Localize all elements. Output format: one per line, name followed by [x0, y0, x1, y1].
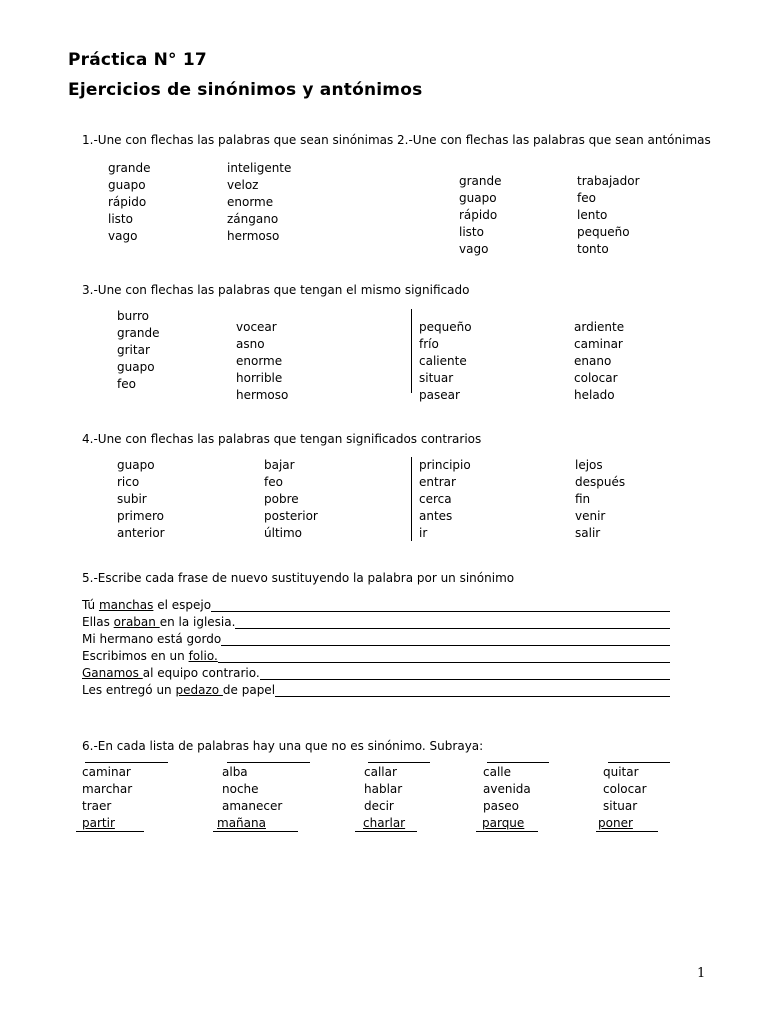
- ex1-right-column: [227, 160, 291, 245]
- list-item: rápido: [459, 208, 498, 222]
- sentence-line: [82, 665, 670, 682]
- list-item[interactable]: decir: [364, 799, 394, 813]
- page-subtitle: Ejercicios de sinónimos y antónimos: [68, 80, 423, 100]
- list-item: después: [575, 475, 626, 489]
- answer-line[interactable]: [260, 665, 670, 680]
- list-item: gritar: [117, 343, 150, 357]
- list-item: último: [264, 526, 303, 540]
- sentence-text: Mi hermano está: [82, 632, 187, 646]
- sentence-text: de papel: [222, 683, 276, 697]
- list-item: lento: [577, 208, 608, 222]
- sentence-word: gordo: [186, 632, 222, 646]
- list-item[interactable]: caminar: [82, 765, 131, 779]
- list-item: primero: [117, 509, 164, 523]
- list-item: entrar: [419, 475, 456, 489]
- list-item: salir: [575, 526, 601, 540]
- ex3-divider: [411, 309, 412, 393]
- list-item-underlined[interactable]: poner: [596, 815, 658, 832]
- ex3-col3: [419, 319, 472, 404]
- list-item[interactable]: calle: [483, 765, 512, 779]
- list-item: vago: [108, 229, 138, 243]
- list-item[interactable]: marchar: [82, 782, 133, 796]
- blank-line: [85, 762, 168, 763]
- answer-line[interactable]: [221, 631, 670, 646]
- ex4-col3: [419, 457, 471, 542]
- ex6-list-4: [483, 764, 531, 815]
- list-item: vago: [459, 242, 489, 256]
- answer-line[interactable]: [211, 597, 670, 612]
- list-item: guapo: [108, 178, 146, 192]
- list-item[interactable]: traer: [82, 799, 112, 813]
- sentence-text: el espejo: [153, 598, 212, 612]
- sentence-text: Escribimos en un: [82, 649, 189, 663]
- list-item: veloz: [227, 178, 259, 192]
- list-item: venir: [575, 509, 606, 523]
- list-item[interactable]: amanecer: [222, 799, 283, 813]
- answer-line[interactable]: [218, 648, 670, 663]
- list-item: guapo: [459, 191, 497, 205]
- list-item: enorme: [236, 354, 283, 368]
- sentence-line: [82, 682, 670, 699]
- sentence-text: al equipo contrario.: [142, 666, 260, 680]
- list-item[interactable]: colocar: [603, 782, 647, 796]
- list-item: grande: [108, 161, 151, 175]
- list-item-underlined[interactable]: partir: [76, 815, 144, 832]
- list-item: anterior: [117, 526, 165, 540]
- list-item: ir: [419, 526, 428, 540]
- list-item: pequeño: [577, 225, 630, 239]
- ex6-list-3: [364, 764, 402, 815]
- list-item-underlined[interactable]: charlar: [355, 815, 417, 832]
- blank-line: [227, 762, 310, 763]
- underlined-word: folio.: [188, 649, 218, 663]
- list-item: caliente: [419, 354, 467, 368]
- ex4-col2: [264, 457, 318, 542]
- list-item: ardiente: [574, 320, 625, 334]
- list-item: pequeño: [419, 320, 472, 334]
- sentence-text: Ellas: [82, 615, 114, 629]
- list-item: situar: [419, 371, 454, 385]
- list-item: horrible: [236, 371, 283, 385]
- ex6-list-5: [603, 764, 647, 815]
- list-item[interactable]: quitar: [603, 765, 639, 779]
- list-item-underlined[interactable]: parque: [476, 815, 538, 832]
- list-item: guapo: [117, 458, 155, 472]
- list-item: feo: [117, 377, 136, 391]
- list-item: bajar: [264, 458, 295, 472]
- underlined-word: oraban: [113, 615, 160, 629]
- list-item: listo: [108, 212, 133, 226]
- page-title: Práctica N° 17: [68, 50, 207, 70]
- ex6-list-1: [82, 764, 132, 815]
- ex2-instruction: 2.-Une con flechas las palabras que sean antónimas: [397, 133, 711, 147]
- list-item: posterior: [264, 509, 318, 523]
- blank-line: [368, 762, 430, 763]
- ex1-instruction: 1.-Une con flechas las palabras que sean sinónimas: [82, 133, 394, 147]
- sentence-line: [82, 648, 670, 665]
- list-item: antes: [419, 509, 453, 523]
- sentence-line: [82, 614, 670, 631]
- list-item[interactable]: situar: [603, 799, 638, 813]
- underlined-word: manchas: [98, 598, 154, 612]
- list-item: hermoso: [227, 229, 280, 243]
- list-item: colocar: [574, 371, 618, 385]
- ex2-right-column: [577, 173, 640, 258]
- list-item: feo: [264, 475, 283, 489]
- list-item: frío: [419, 337, 439, 351]
- list-item: guapo: [117, 360, 155, 374]
- list-item: grande: [459, 174, 502, 188]
- answer-line[interactable]: [275, 682, 670, 697]
- list-item: burro: [117, 309, 149, 323]
- page-number: 1: [697, 966, 706, 981]
- list-item: principio: [419, 458, 471, 472]
- list-item: enano: [574, 354, 612, 368]
- list-item: pasear: [419, 388, 460, 402]
- ex3-col2: [236, 319, 288, 404]
- blank-line: [608, 762, 670, 763]
- list-item: feo: [577, 191, 596, 205]
- list-item[interactable]: paseo: [483, 799, 519, 813]
- list-item: rico: [117, 475, 140, 489]
- ex4-col4: [575, 457, 625, 542]
- ex2-left-column: [459, 173, 502, 258]
- list-item: grande: [117, 326, 160, 340]
- list-item[interactable]: noche: [222, 782, 259, 796]
- underlined-word: Ganamos: [82, 666, 143, 680]
- list-item[interactable]: callar: [364, 765, 397, 779]
- sentence-text: Les entregó un: [82, 683, 176, 697]
- sentence-text: Tú: [82, 598, 99, 612]
- list-item: rápido: [108, 195, 147, 209]
- list-item: inteligente: [227, 161, 292, 175]
- list-item: hermoso: [236, 388, 289, 402]
- ex6-instruction: 6.-En cada lista de palabras hay una que no es sinónimo. Subraya:: [82, 739, 484, 753]
- list-item: lejos: [575, 458, 603, 472]
- ex4-col1: [117, 457, 165, 542]
- ex3-col1: [117, 308, 160, 393]
- underlined-word: pedazo: [175, 683, 223, 697]
- list-item[interactable]: avenida: [483, 782, 531, 796]
- list-item: subir: [117, 492, 147, 506]
- list-item[interactable]: hablar: [364, 782, 403, 796]
- sentence-text: en la iglesia.: [159, 615, 236, 629]
- ex1-left-column: [108, 160, 151, 245]
- ex4-instruction: 4.-Une con flechas las palabras que tengan significados contrarios: [82, 432, 482, 446]
- blank-line: [487, 762, 549, 763]
- ex3-col4: [574, 319, 624, 404]
- list-item: zángano: [227, 212, 279, 226]
- list-item: enorme: [227, 195, 274, 209]
- ex3-instruction: 3.-Une con flechas las palabras que tengan el mismo significado: [82, 283, 470, 297]
- list-item: cerca: [419, 492, 452, 506]
- list-item: tonto: [577, 242, 609, 256]
- list-item: trabajador: [577, 174, 640, 188]
- list-item[interactable]: alba: [222, 765, 248, 779]
- list-item: pobre: [264, 492, 299, 506]
- ex4-divider: [411, 457, 412, 541]
- ex6-list-2: [222, 764, 282, 815]
- list-item: listo: [459, 225, 484, 239]
- answer-line[interactable]: [235, 614, 670, 629]
- sentence-line: [82, 631, 670, 648]
- list-item: asno: [236, 337, 265, 351]
- list-item: helado: [574, 388, 615, 402]
- list-item: fin: [575, 492, 591, 506]
- sentence-line: [82, 597, 670, 614]
- list-item: vocear: [236, 320, 277, 334]
- ex5-instruction: 5.-Escribe cada frase de nuevo sustituyendo la palabra por un sinónimo: [82, 571, 515, 585]
- list-item-underlined[interactable]: mañana: [213, 815, 298, 832]
- list-item: caminar: [574, 337, 623, 351]
